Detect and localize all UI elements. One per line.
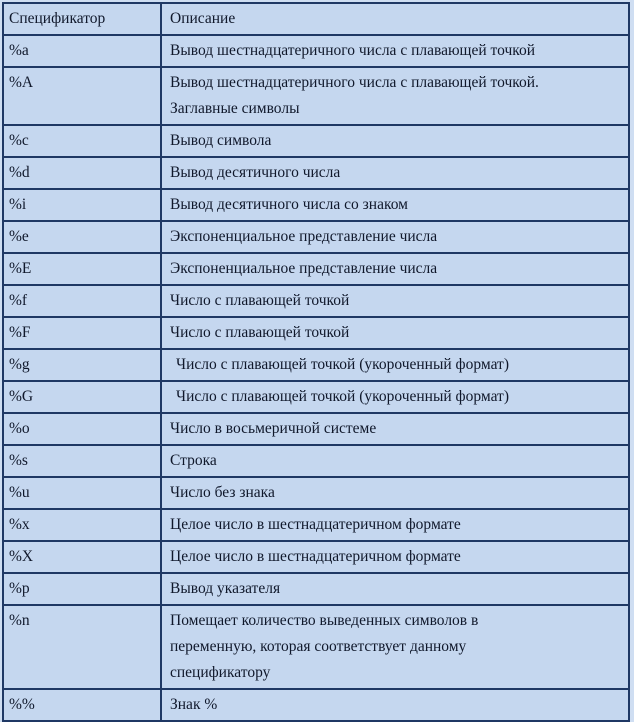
- table-row: [3, 477, 629, 509]
- cell-description: [161, 445, 629, 477]
- table-row: [3, 317, 629, 349]
- cell-specifier: %i: [3, 189, 161, 221]
- description-line: Вывод указателя: [170, 580, 281, 597]
- table-body: [3, 35, 629, 721]
- format-specifier-table: [2, 2, 630, 722]
- description-line: переменную, которая соответствует данному: [170, 638, 467, 655]
- table-row: [3, 689, 629, 721]
- cell-specifier: %g: [3, 349, 161, 381]
- description-line: Число без знака: [170, 484, 275, 501]
- description-line: Число в восьмеричной системе: [170, 420, 377, 437]
- cell-specifier: %f: [3, 285, 161, 317]
- table-header: [3, 3, 629, 35]
- table-row: [3, 189, 629, 221]
- table-row: [3, 157, 629, 189]
- table-row: [3, 285, 629, 317]
- description-line: Число с плавающей точкой (укороченный формат): [176, 356, 509, 373]
- cell-description: [161, 509, 629, 541]
- cell-specifier: %G: [3, 381, 161, 413]
- table-row: [3, 381, 629, 413]
- cell-description: [161, 157, 629, 189]
- table-row: [3, 413, 629, 445]
- table-row: [3, 573, 629, 605]
- table-row: [3, 349, 629, 381]
- cell-specifier: %n: [3, 605, 161, 689]
- description-line: Число с плавающей точкой: [170, 292, 350, 309]
- cell-description: [161, 605, 629, 689]
- cell-specifier: %A: [3, 67, 161, 125]
- description-line: Вывод десятичного числа со знаком: [170, 196, 408, 213]
- cell-description: [161, 253, 629, 285]
- description-line: Вывод шестнадцатеричного числа с плавающей точкой: [170, 42, 536, 59]
- cell-specifier: %a: [3, 35, 161, 67]
- description-line: Вывод шестнадцатеричного числа с плавающей точкой.: [170, 74, 539, 91]
- column-header-description: Описание: [161, 3, 629, 35]
- cell-description: [161, 125, 629, 157]
- cell-description: [161, 573, 629, 605]
- cell-specifier: %u: [3, 477, 161, 509]
- table-row: [3, 67, 629, 125]
- cell-description: [161, 67, 629, 125]
- cell-specifier: %d: [3, 157, 161, 189]
- table-header-row: [3, 3, 629, 35]
- cell-specifier: %X: [3, 541, 161, 573]
- cell-description: [161, 189, 629, 221]
- cell-specifier: %o: [3, 413, 161, 445]
- cell-specifier: %E: [3, 253, 161, 285]
- cell-specifier: %%: [3, 689, 161, 721]
- cell-description: [161, 35, 629, 67]
- cell-specifier: %x: [3, 509, 161, 541]
- description-line: Помещает количество выведенных символов в: [170, 612, 479, 629]
- cell-description: [161, 221, 629, 253]
- description-line: Вывод десятичного числа: [170, 164, 341, 181]
- cell-specifier: %e: [3, 221, 161, 253]
- cell-description: [161, 349, 629, 381]
- description-line: Число с плавающей точкой: [170, 324, 350, 341]
- description-line: Экспоненциальное представление числа: [170, 260, 438, 277]
- cell-description: [161, 477, 629, 509]
- description-line: Заглавные символы: [170, 100, 300, 117]
- table-row: [3, 605, 629, 689]
- table-row: [3, 125, 629, 157]
- cell-description: [161, 317, 629, 349]
- description-line: Целое число в шестнадцатеричном формате: [170, 516, 461, 533]
- cell-description: [161, 285, 629, 317]
- column-header-specifier: Спецификатор: [3, 3, 161, 35]
- description-line: Экспоненциальное представление числа: [170, 228, 438, 245]
- cell-specifier: %s: [3, 445, 161, 477]
- table-row: [3, 541, 629, 573]
- description-line: Число с плавающей точкой (укороченный формат): [176, 388, 509, 405]
- description-line: Вывод символа: [170, 132, 272, 149]
- table-row: [3, 221, 629, 253]
- table-row: [3, 445, 629, 477]
- cell-specifier: %c: [3, 125, 161, 157]
- table-row: [3, 253, 629, 285]
- cell-description: [161, 689, 629, 721]
- description-line: Знак %: [170, 696, 218, 713]
- table-row: [3, 35, 629, 67]
- cell-specifier: %F: [3, 317, 161, 349]
- description-line: Строка: [170, 452, 217, 469]
- description-line: Целое число в шестнадцатеричном формате: [170, 548, 461, 565]
- cell-description: [161, 381, 629, 413]
- table-row: [3, 509, 629, 541]
- description-line: спецификатору: [170, 664, 271, 681]
- cell-description: [161, 413, 629, 445]
- cell-description: [161, 541, 629, 573]
- cell-specifier: %p: [3, 573, 161, 605]
